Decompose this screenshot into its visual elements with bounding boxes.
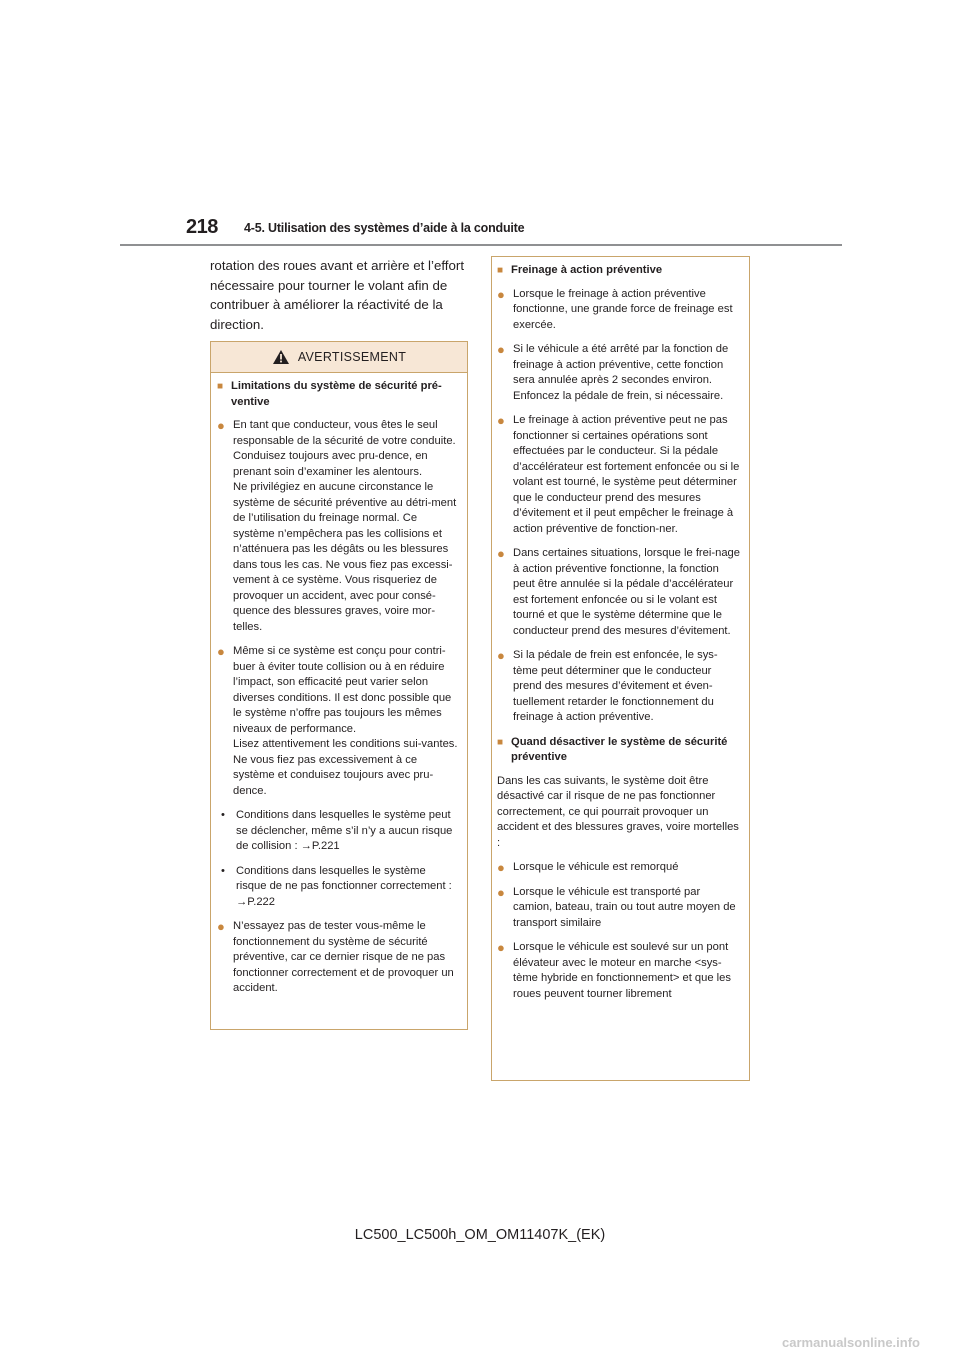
info-paragraph: Dans les cas suivants, le système doit être désactivé car il risque de ne pas fonctionner correctement, ce qui pourrait provoquer un accident et des blessures graves, voire mortelles : — [497, 774, 739, 849]
warning-bullet-2-p1: Même si ce système est conçu pour contri-buer à éviter toute collision ou à en réduire l’impact, son efficacité peut varier selon diverses conditions. Il est donc possible que le système n’offre pas toujours les mêmes niveaux de performance. — [233, 645, 452, 735]
dot-marker: ● — [497, 884, 505, 900]
info-heading-preventive-braking — [497, 263, 741, 279]
square-marker: ■ — [497, 736, 504, 748]
info-case-1 — [497, 860, 741, 876]
warning-bullet-1-p2: Ne privilégiez en aucune circonstance le système de sécurité préventive au détri-ment de l’utilisation du freinage normal. Ce système n’empêchera pas les collisions et n’atténuera pas les dégâts ou les blessures dans tous les cas. Ne vous fiez pas excessi-vement à ce système. Vous risqueriez de provoquer un accident, avec pour consé-quence des blessures graves, voire mor-telles. — [233, 481, 457, 633]
dot-marker: ● — [497, 342, 505, 357]
page-number: 218 — [186, 216, 218, 238]
warning-title: AVERTISSEMENT — [297, 350, 407, 364]
warning-sub-bullet-1-text[interactable]: Conditions dans lesquelles le système peut se déclencher, même s’il n’y a aucun risque de collision : →P.221 — [236, 809, 453, 852]
watermark: carmanualsonline.info — [782, 1335, 920, 1350]
info-case-2-text: Lorsque le véhicule est transporté par camion, bateau, train ou tout autre moyen de transport similaire — [513, 885, 736, 929]
header-rule — [120, 244, 842, 246]
info-case-2 — [497, 885, 741, 932]
info-bullet-2 — [497, 342, 741, 404]
info-box — [491, 256, 750, 1081]
intro-text: rotation des roues avant et arrière et l’effort nécessaire pour tourner le volant afin de contribuer à améliorer la réactivité de la direction. — [210, 258, 465, 332]
info-heading-2-text: Quand désactiver le système de sécurité préventive — [511, 735, 728, 763]
warning-sub-bullet-2 — [217, 864, 459, 911]
info-bullet-2-text: Si le véhicule a été arrêté par la fonction de freinage à action préventive, cette fonction sera annulée après 2 secondes environ. Enfoncez la pédale de frein, si nécessaire. — [513, 343, 729, 402]
warning-triangle-icon — [272, 349, 290, 365]
warning-heading — [217, 379, 459, 410]
warning-sub-bullet-2-text[interactable]: Conditions dans lesquelles le système risque de ne pas fonctionner correctement : →P.222 — [236, 864, 452, 908]
info-bullet-1-text: Lorsque le freinage à action préventive fonctionne, une grande force de freinage est exercée. — [513, 287, 733, 331]
dot-marker: ● — [497, 413, 505, 428]
info-bullet-3 — [497, 413, 741, 537]
info-bullet-3-text: Le freinage à action préventive peut ne pas fonctionner si certaines opérations sont effectuées par le conducteur. Si la pédale d’accélérateur est fortement enfoncée ou si le volant est tourné, le système peut déterminer que le conducteur prend des mesures d’évitement et il peut empêcher le freinage à action préventive de fonction-ner. — [513, 414, 740, 535]
warning-bullet-2 — [217, 644, 459, 799]
warning-bullet-1-text — [233, 418, 459, 635]
dot-marker: ● — [217, 418, 225, 433]
warning-bullet-2-text — [233, 644, 459, 799]
info-bullet-5-text: Si la pédale de frein est enfoncée, le sys-tème peut déterminer que le conducteur prend des mesures d’évitement et éven-tuellement retarder le fonctionnement du freinage à action préventive. — [513, 649, 718, 723]
info-case-1-text: Lorsque le véhicule est remorqué — [513, 861, 679, 873]
dot-marker: ● — [497, 648, 505, 663]
warning-bullet-1-p1: En tant que conducteur, vous êtes le seul responsable de la sécurité de votre conduite. Conduisez toujours avec pru-dence, en prenant soin d’examiner les alentours. — [233, 419, 456, 478]
square-marker: ■ — [497, 265, 504, 276]
dot-marker: ● — [497, 286, 505, 302]
warning-bullet-3-text: N’essayez pas de tester vous-même le fonctionnement du système de sécurité préventive, car ce dernier risque de ne pas fonctionner correctement et de provoquer un accident. — [233, 920, 454, 994]
info-bullet-4-text: Dans certaines situations, lorsque le frei-nage à action préventive fonctionne, la fonction peut être annulée si la pédale d’accélérateur est fortement enfoncée ou si le volant est tourné et que le système détermine que le conducteur prend des mesures d’évitement. — [513, 547, 740, 637]
manual-id: LC500_LC500h_OM_OM11407K_(EK) — [354, 1227, 606, 1243]
info-heading-1-text: Freinage à action préventive — [511, 264, 663, 276]
warning-bullet-2-p2: Lisez attentivement les conditions sui-vantes. Ne vous fiez pas excessivement à ce système et conduisez toujours avec pru-dence. — [233, 738, 458, 797]
warning-bullet-1 — [217, 418, 459, 635]
dot-marker: ● — [497, 860, 505, 875]
dot-marker: ● — [497, 546, 505, 561]
info-case-3 — [497, 940, 741, 1002]
section-title: 4-5. Utilisation des systèmes d’aide à la conduite — [244, 221, 525, 235]
sub-marker: • — [221, 864, 225, 877]
info-bullet-5 — [497, 648, 741, 726]
square-marker: ■ — [217, 381, 224, 392]
warning-bullet-3 — [217, 919, 459, 997]
info-heading-deactivate — [497, 735, 741, 766]
warning-header — [211, 342, 467, 373]
sub-marker: • — [221, 809, 225, 821]
warning-sub-bullet-1 — [217, 808, 459, 855]
dot-marker: ● — [217, 919, 225, 934]
info-bullet-1 — [497, 287, 741, 334]
info-bullet-4 — [497, 546, 741, 639]
warning-heading-text: Limitations du système de sécurité pré-ventive — [231, 380, 442, 408]
warning-box — [210, 341, 468, 1030]
dot-marker: ● — [497, 940, 505, 955]
warning-body — [211, 373, 467, 997]
dot-marker: ● — [217, 644, 225, 659]
info-case-3-text: Lorsque le véhicule est soulevé sur un pont élévateur avec le moteur en marche <sys-tème hybride en fonctionnement> et que les roues peuvent tourner librement — [513, 941, 731, 1000]
